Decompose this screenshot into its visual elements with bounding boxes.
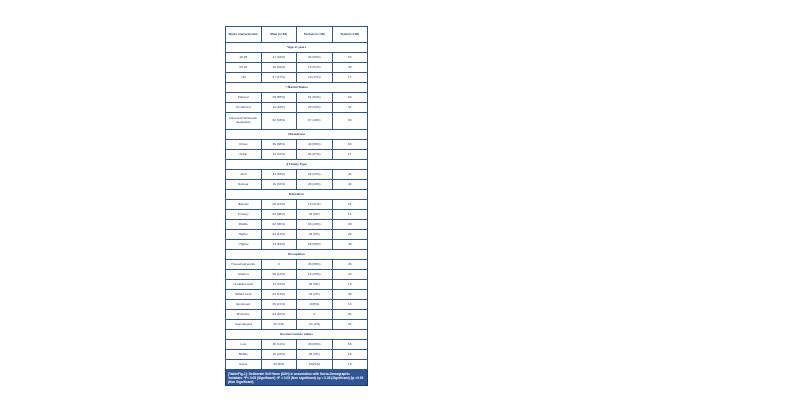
cell-female: 36 (58%) [297,260,333,270]
table-row [226,280,368,290]
table-section-row [226,43,368,53]
table-row [226,103,368,113]
cell-female: 03 (6%) [297,210,333,220]
table-row [226,240,368,250]
cell-total: 16 [332,360,368,370]
cell-total: 44 [332,170,368,180]
cell-total: 48 [332,240,368,250]
table-row [226,220,368,230]
cell-male: 30 (11%) [261,340,297,350]
cell-total: 31 [332,103,368,113]
table-section-title: † Marital Status [226,83,368,93]
table-section-title: § Family Type [226,160,368,170]
cell-male: 33 (54%) [261,240,297,250]
cell-male: 03 (7%) [261,320,297,330]
row-label: Married [226,93,262,103]
row-label: Rural [226,150,262,160]
cell-male: 02 (06%) [261,220,297,230]
cell-female: 04 (07%) [297,150,333,160]
table-row [226,340,368,350]
row-label: Middle [226,220,262,230]
cell-male: 04 (14%) [261,290,297,300]
row-label: 18-25 [226,53,262,63]
cell-male: 13 (31%) [261,150,297,160]
table-row [226,150,368,160]
cell-female: 06 (10%) [297,220,333,230]
row-label: Middle [226,350,262,360]
column-header-male: Male (n=62) [261,27,297,43]
cell-total: 04 [332,320,368,330]
cell-male: 19 (34%) [261,180,297,190]
table-row [226,320,368,330]
table-row [226,290,368,300]
cell-female: 10(6%) [297,300,333,310]
cell-female: 13 (21%) [297,63,333,73]
cell-total: 09 [332,290,368,300]
column-header-study-characteristic: Study characteristic [226,27,262,43]
cell-male: 04 (14%) [261,230,297,240]
cell-male: 10 (24%) [261,350,297,360]
cell-male: 17 (34%) [261,53,297,63]
cell-male: 07 (17%) [261,73,297,83]
cell-female: 0 [297,310,333,320]
cell-total: 30 [332,63,368,73]
cell-female: 44 (56%) [297,140,333,150]
cell-total: 44 [332,180,368,190]
table-row [226,300,368,310]
cell-male: 03 (08%) [261,210,297,220]
row-label: Unemployed [226,320,262,330]
table-row [226,200,368,210]
cell-female: 07 (19%) [297,113,333,130]
cell-female: 03 (6%) [297,280,333,290]
cell-female: 36 (60%) [297,53,333,63]
cell-total: 21 [332,200,368,210]
table-container [225,26,368,386]
table-row [226,310,368,320]
cell-female: -01 (2%) [297,320,333,330]
table-header [226,27,368,43]
cell-male: 03 (6%) [261,360,297,370]
row-label: Skilled work [226,290,262,300]
cell-total: 09 [332,230,368,240]
row-label: Unmarried [226,103,262,113]
cell-total: 16 [332,350,368,360]
table-section-title: Occupation [226,250,368,260]
table-row [226,113,368,130]
cell-male: 09 (21%) [261,200,297,210]
cell-male: 29 (58%) [261,93,297,103]
cell-male: 23 (64%) [261,170,297,180]
cell-male: 06 (12%) [261,270,297,280]
cell-male: 04 (10%) [261,310,297,320]
cell-total: 17 [332,73,368,83]
study-characteristics-table [225,26,368,370]
cell-male: 02 (03%) [261,113,297,130]
cell-male: 11 (22%) [261,103,297,113]
table-section-title: Education [226,190,368,200]
cell-total: 53 [332,53,368,63]
table-section-title: Socioeconomic status [226,330,368,340]
table-body [226,43,368,370]
cell-male: 0 [261,260,297,270]
row-label: Unskilled work [226,280,262,290]
cell-male: 16 (32%) [261,63,297,73]
table-section-row [226,190,368,200]
table-section-row [226,330,368,340]
cell-female: 31 (52%) [297,93,333,103]
table-caption: [Table/Fig-1]: Deliberate Self Harm (DSH) in association with Socio-Demographic Variables. *P< 0.05 (Significant) †P > 0.05 (Non significant) ‡p < 0.05 (Significant) §p >0.05 (Non Significant) [225,370,368,386]
cell-female: 03 (0%) [297,230,333,240]
table-section-title: ‡Residence [226,130,368,140]
cell-female: 29 (34%) [297,103,333,113]
table-section-title: *Age in years [226,43,368,53]
cell-female: 06 (9%) [297,350,333,360]
table-row [226,180,368,190]
row-label: Household works [226,260,262,270]
table-header-row [226,27,368,43]
row-label: Divorced/ Widowed/ Separated [226,113,262,130]
table-row [226,170,368,180]
cell-total: 13 [332,300,368,310]
row-label: Student [226,270,262,280]
row-label: Employed [226,300,262,310]
row-label: Nuclear [226,180,262,190]
table-row [226,230,368,240]
row-label: Higher [226,230,262,240]
table-row [226,270,368,280]
cell-total: 16 [332,280,368,290]
cell-male: 39 (68%) [261,140,297,150]
table-row [226,350,368,360]
row-label: 26-40 [226,63,262,73]
row-label: Illiterate [226,200,262,210]
row-label: >40 [226,73,262,83]
table-section-row [226,83,368,93]
cell-total: 14 [332,210,368,220]
table-row [226,63,368,73]
table-section-row [226,130,368,140]
row-label: Business [226,310,262,320]
cell-total: 83 [332,140,368,150]
row-label: Urban [226,140,262,150]
cell-total: 08 [332,220,368,230]
cell-female: 38 (60%) [297,340,333,350]
cell-male: 13 (31%) [261,280,297,290]
cell-female: 12 (21%) [297,200,333,210]
row-label: Upper [226,360,262,370]
table-row [226,360,368,370]
row-label: Primary [226,210,262,220]
cell-male: 09 (21%) [261,300,297,310]
table-row [226,73,368,83]
table-section-row [226,160,368,170]
cell-total: 04 [332,310,368,320]
table-row [226,260,368,270]
table-section-row [226,250,368,260]
row-label: Joint [226,170,262,180]
row-label: >Higher [226,240,262,250]
cell-total: 36 [332,260,368,270]
cell-female: 16 (34%) [297,270,333,280]
row-label: Low [226,340,262,350]
table-row [226,210,368,220]
cell-female: 28 (44%) [297,180,333,190]
cell-total: 17 [332,150,368,160]
cell-total: 20 [332,270,368,280]
cell-total: 60 [332,93,368,103]
table-row [226,140,368,150]
table-row [226,93,368,103]
cell-female: 13(21%) [297,360,333,370]
table-row [226,53,368,63]
cell-female: 03 (2%) [297,290,333,300]
column-header-total: Total (n=100) [332,27,368,43]
cell-female: 22 (34%) [297,170,333,180]
column-header-female: Female (n=38) [297,27,333,43]
cell-female: 26 (58%) [297,240,333,250]
cell-total: 09 [332,113,368,130]
cell-total: 68 [332,340,368,350]
cell-female: 10 (17%) [297,73,333,83]
